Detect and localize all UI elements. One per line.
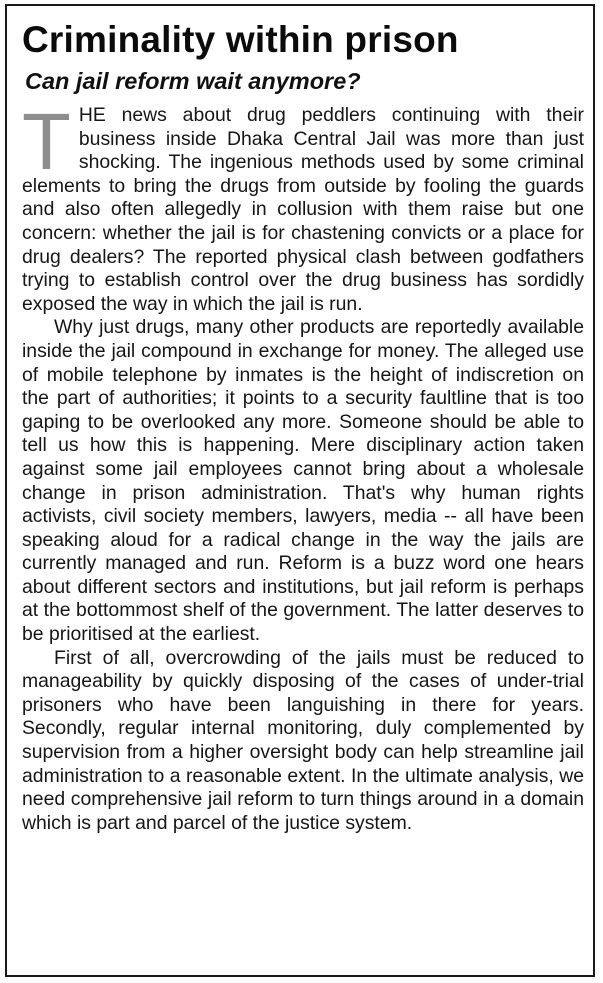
article-body (22, 97, 584, 835)
headline: Criminality within prison (22, 19, 459, 60)
paragraph-2: Why just drugs, many other products are reportedly available inside the jail compound in exchange for money. The alleged use of mobile telephone by inmates is the height of indiscretion on the part of authorities; it points to a security faultline that is too gaping to be overlooked any more. Someone should be able to tell us how this is happening. Mere disciplinary action taken against some jail employees cannot bring about a wholesale change in prison administration. That's why human rights activists, civil society members, lawyers, media -- all have been speaking aloud for a radical change in the way the jails are currently managed and run. Reform is a buzz word one hears about different sectors and institutions, but jail reform is perhaps at the bottommost shelf of the government. The latter deserves to be prioritised at the earliest. (22, 316, 584, 646)
subheadline: Can jail reform wait anymore? (25, 68, 361, 94)
paragraph-1-text: HE news about drug peddlers continuing with their business inside Dhaka Central Jail was more than just shocking. The ingenious methods used by some criminal elements to bring the drugs from outside by fooling the guards and also often allegedly in collusion with them raise but one concern: whether the jail is for chastening convicts or a place for drug dealers? The reported physical clash between godfathers trying to establish control over the drug business has sordidly exposed the way in which the jail is run. (22, 104, 584, 315)
paragraph-1 (22, 97, 584, 316)
drop-cap: T (22, 97, 71, 186)
article-frame (5, 4, 595, 977)
paragraph-3: First of all, overcrowding of the jails must be reduced to manageability by quickly disposing of the cases of under-trial prisoners who have been languishing in there for years. Secondly, regular internal monitoring, duly complemented by supervision from a higher oversight body can help streamline jail administration to a reasonable extent. In the ultimate analysis, we need comprehensive jail reform to turn things around in a domain which is part and parcel of the justice system. (22, 646, 584, 834)
